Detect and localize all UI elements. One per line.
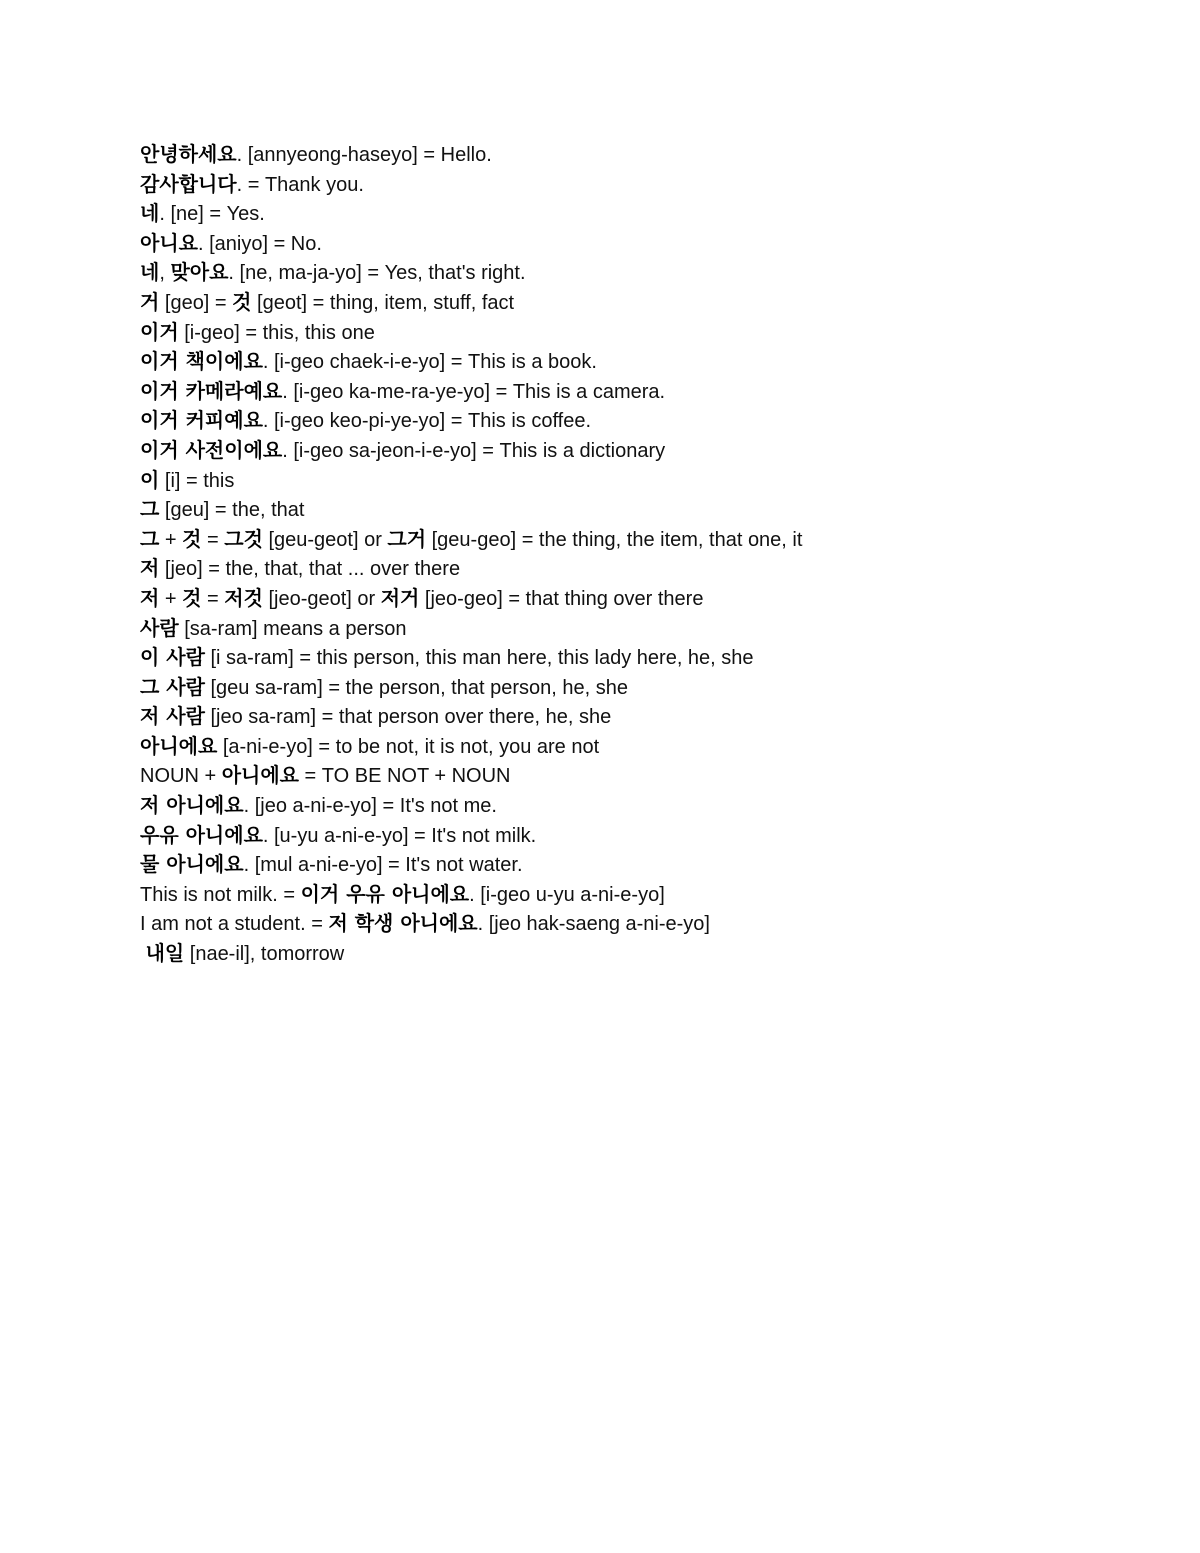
line-text: . [i-geo u-yu a-ni-e-yo] — [469, 883, 665, 906]
korean-term: 이거 — [140, 319, 179, 344]
vocab-line — [140, 761, 1100, 791]
vocab-line — [140, 732, 1100, 762]
korean-term: 저것 — [224, 585, 263, 610]
korean-term: 저 — [140, 585, 160, 610]
korean-term: 이거 우유 아니에요 — [300, 881, 470, 906]
vocabulary-list — [140, 140, 1100, 969]
korean-term: 안녕하세요 — [140, 142, 237, 166]
korean-term: 것 — [182, 526, 202, 551]
vocab-line — [140, 673, 1100, 703]
line-text: [geu-geot] or — [262, 528, 388, 551]
korean-term: 이거 카메라예요 — [140, 378, 283, 403]
line-text: . [i-geo keo-pi-ye-yo] = This is coffee. — [262, 410, 591, 433]
line-text: . [ne] = Yes. — [159, 203, 265, 226]
korean-term: 우유 아니에요 — [140, 822, 263, 847]
line-text: [jeo-geo] = that thing over there — [419, 587, 704, 610]
vocab-line — [140, 702, 1100, 732]
line-text: [a-ni-e-yo] = to be not, it is not, you are not — [217, 735, 600, 758]
vocab-line — [140, 436, 1100, 466]
line-text: = — [201, 587, 225, 610]
line-text: = — [201, 528, 225, 551]
line-text: . [annyeong-haseyo] = Hello. — [236, 144, 492, 166]
korean-term: 것 — [232, 289, 252, 314]
vocab-line — [140, 614, 1100, 644]
korean-term: 저 사람 — [140, 704, 205, 729]
korean-term: 아니에요 — [221, 763, 299, 788]
korean-term: 맞아요 — [170, 260, 229, 285]
line-text: [geot] = thing, item, stuff, fact — [251, 291, 515, 314]
line-text: . [jeo hak-saeng a-ni-e-yo] — [477, 913, 710, 936]
vocab-line — [140, 170, 1100, 200]
korean-term: 이거 사전이에요 — [140, 437, 283, 462]
korean-term: 저 학생 아니에요 — [328, 911, 478, 936]
line-text: + — [159, 587, 183, 610]
vocab-line — [140, 554, 1100, 584]
vocab-line — [140, 229, 1100, 259]
line-text: [jeo] = the, that, that ... over there — [159, 558, 461, 581]
line-text: [geu] = the, that — [159, 499, 305, 522]
line-text: [i] = this — [159, 469, 235, 492]
korean-term: 내일 — [145, 941, 185, 966]
vocab-line — [140, 939, 1100, 969]
line-text: , — [159, 262, 171, 285]
vocab-line — [140, 643, 1100, 673]
vocab-line — [140, 584, 1100, 614]
korean-term: 거 — [140, 289, 160, 314]
korean-term: 이 — [140, 467, 160, 492]
korean-term: 저거 — [380, 585, 420, 610]
korean-term: 그거 — [387, 526, 427, 551]
vocab-line — [140, 140, 1100, 170]
korean-term: 아니요 — [140, 230, 198, 255]
korean-term: 감사합니다 — [140, 171, 237, 196]
vocab-line — [140, 495, 1100, 525]
line-text: + — [159, 528, 183, 551]
line-text: . [aniyo] = No. — [197, 232, 322, 255]
line-text: . = Thank you. — [236, 173, 364, 196]
korean-term: 그것 — [224, 526, 263, 551]
line-text: = TO BE NOT + NOUN — [298, 765, 511, 788]
vocab-line — [140, 199, 1100, 229]
korean-term: 사람 — [140, 615, 179, 640]
vocab-line — [140, 466, 1100, 496]
line-text: [geo] = — [159, 291, 233, 314]
vocab-line — [140, 377, 1100, 407]
line-text: [jeo sa-ram] = that person over there, he, she — [204, 706, 612, 729]
line-text: . [ne, ma-ja-yo] = Yes, that's right. — [228, 262, 526, 285]
korean-term: 저 — [140, 556, 160, 581]
vocab-line — [140, 347, 1100, 377]
vocab-line — [140, 909, 1100, 939]
line-text: [geu sa-ram] = the person, that person, he, she — [204, 676, 628, 699]
line-text: [nae-il], tomorrow — [184, 943, 345, 966]
line-text: . [jeo a-ni-e-yo] = It's not me. — [243, 795, 497, 818]
korean-term: 저 아니에요 — [140, 793, 244, 818]
korean-term: 그 사람 — [140, 674, 205, 699]
korean-term: 이 사람 — [140, 645, 205, 670]
line-text: . [i-geo chaek-i-e-yo] = This is a book. — [262, 351, 597, 374]
vocab-line — [140, 258, 1100, 288]
korean-term: 이거 책이에요 — [140, 349, 263, 374]
vocab-line — [140, 821, 1100, 851]
korean-term: 것 — [182, 585, 202, 610]
korean-term: 그 — [140, 497, 160, 522]
vocab-line — [140, 880, 1100, 910]
korean-term: 그 — [140, 526, 160, 551]
korean-term: 물 아니에요 — [140, 852, 244, 877]
korean-term: 네 — [140, 201, 160, 226]
line-text: [i-geo] = this, this one — [178, 321, 375, 344]
korean-term: 아니에요 — [140, 733, 218, 758]
korean-term: 네 — [140, 260, 160, 285]
vocab-line — [140, 288, 1100, 318]
vocab-line — [140, 318, 1100, 348]
line-text: . [i-geo ka-me-ra-ye-yo] = This is a camera. — [282, 380, 666, 403]
line-text: . [mul a-ni-e-yo] = It's not water. — [243, 854, 523, 877]
line-text: . [i-geo sa-jeon-i-e-yo] = This is a dictionary — [282, 439, 666, 462]
line-text: . [u-yu a-ni-e-yo] = It's not milk. — [262, 824, 537, 847]
line-text: [jeo-geot] or — [262, 587, 381, 610]
line-text: [sa-ram] means a person — [178, 617, 407, 640]
line-text: I am not a student. = — [140, 913, 329, 936]
line-text: NOUN + — [140, 765, 222, 788]
line-text: [geu-geo] = the thing, the item, that one, it — [426, 528, 803, 551]
vocab-line — [140, 406, 1100, 436]
line-text: [i sa-ram] = this person, this man here, this lady here, he, she — [204, 647, 754, 670]
vocab-line — [140, 525, 1100, 555]
vocab-line — [140, 791, 1100, 821]
vocab-line — [140, 850, 1100, 880]
line-text: This is not milk. = — [140, 883, 301, 906]
korean-term: 이거 커피예요 — [140, 408, 263, 433]
